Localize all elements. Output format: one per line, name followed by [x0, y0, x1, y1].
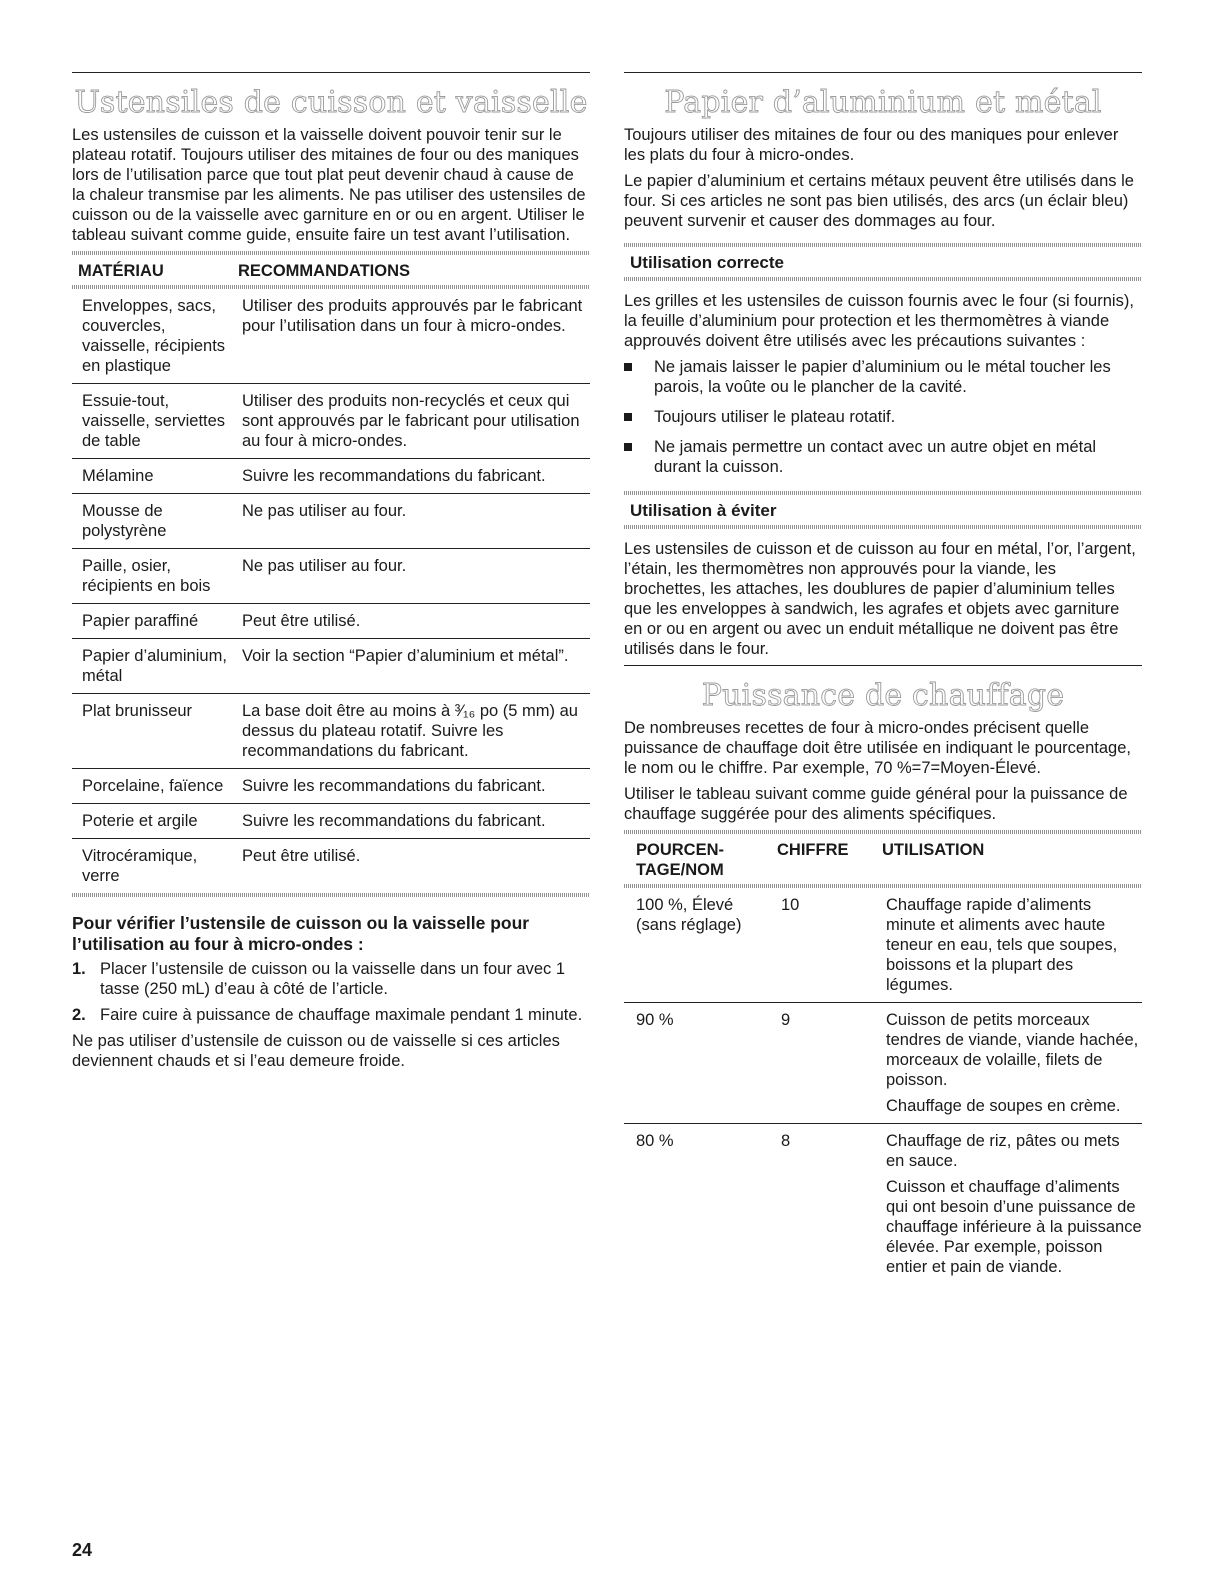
- hatch-rule: [72, 893, 590, 897]
- top-rule: [72, 72, 590, 73]
- table-row: 100 %, Élevé (sans réglage) 10 Chauffage rapide d’aliments minute et aliments avec haute teneur en eau, tels que soupes, boissons et la plupart des légumes.: [624, 888, 1142, 1003]
- hatch-rule: [624, 525, 1142, 529]
- table-row: Mélamine Suivre les recommandations du fabricant.: [72, 459, 590, 494]
- table-row: Porcelaine, faïence Suivre les recommandations du fabricant.: [72, 769, 590, 804]
- power-p2: Utiliser le tableau suivant comme guide général pour la puissance de chauffage suggérée pour des aliments spécifiques.: [624, 785, 1128, 823]
- bullet-square-icon: [624, 363, 632, 371]
- correct-use-heading: Utilisation correcte: [630, 253, 784, 272]
- header-material: MATÉRIAU: [78, 262, 164, 280]
- table-row: Paille, osier, récipients en bois Ne pas utiliser au four.: [72, 549, 590, 604]
- section-title-cookware: Ustensiles de cuisson et vaisselle: [74, 85, 588, 120]
- table-row: Vitrocéramique, verre Peut être utilisé.: [82, 847, 361, 885]
- header-recommendations: RECOMMANDATIONS: [238, 262, 411, 280]
- cookware-intro: Les ustensiles de cuisson et la vaisselle doivent pouvoir tenir sur le plateau rotatif. Toujours utiliser des mitaines de four ou des maniques lors de l’utilisation parce que tout plat peut devenir chaud à cause de la chaleur transmise par les aliments. Ne pas utiliser des ustensiles de cuisson ou de la vaisselle avec garniture en or ou en argent. Utiliser le tableau suivant comme guide, ensuite faire un test avant l’utilisation.: [72, 126, 586, 244]
- correct-use-bullets: [624, 357, 1142, 477]
- foil-p2: Le papier d’aluminium et certains métaux peuvent être utilisés dans le four. Si ces articles ne sont pas bien utilisés, des arcs (un éclair bleu) peuvent survenir et causer des dommages au four.: [624, 172, 1134, 230]
- header-usage: UTILISATION: [882, 841, 985, 859]
- hatch-rule: [624, 277, 1142, 281]
- list-item: 2. Faire cuire à puissance de chauffage maximale pendant 1 minute.: [72, 1006, 583, 1024]
- table-row: Plat brunisseur La base doit être au moins à ³⁄₁₆ po (5 mm) au dessus du plateau rotatif. Suivre les recommandations du fabricant.: [72, 694, 590, 769]
- table-row: Essuie-tout, vaisselle, serviettes de table Utiliser des produits non-recyclés et ceux qui sont approuvés par le fabricant pour utilisation au four à micro-ondes.: [72, 384, 590, 459]
- header-number: CHIFFRE: [777, 841, 849, 859]
- page-number: 24: [72, 1540, 93, 1560]
- avoid-use-heading: Utilisation à éviter: [630, 501, 777, 520]
- table-row: Mousse de polystyrène Ne pas utiliser au four.: [72, 494, 590, 549]
- hatch-rule: [624, 491, 1142, 495]
- left-column: [72, 72, 590, 1077]
- materials-table: [72, 255, 590, 893]
- top-rule: [624, 72, 1142, 73]
- correct-use-text: Les grilles et les ustensiles de cuisson fournis avec le four (si fournis), la feuille d’aluminium pour protection et les thermomètres à viande approuvés doivent être utilisés avec les précautions suivantes :: [624, 292, 1134, 350]
- section-title-power: Puissance de chauffage: [701, 678, 1065, 713]
- foil-p1: Toujours utiliser des mitaines de four ou des maniques pour enlever les plats du four à micro-ondes.: [624, 126, 1119, 164]
- section-rule: [624, 665, 1142, 666]
- power-levels-table: [624, 834, 1142, 1284]
- power-p1: De nombreuses recettes de four à micro-ondes précisent quelle puissance de chauffage doit être utilisée en indiquant le pourcentage, le nom ou le chiffre. Par exemple, 70 %=7=Moyen-Élevé.: [624, 719, 1131, 777]
- hatch-rule: [72, 251, 590, 255]
- table-row: 80 % 8 Chauffage de riz, pâtes ou mets en sauce. Cuisson et chauffage d’aliments qui ont besoin d’une puissance de chauffage inférieure à la puissance élevée. Par exemple, poisson entier et pain de viande.: [636, 1132, 1142, 1276]
- list-item: Toujours utiliser le plateau rotatif.: [624, 407, 1142, 427]
- list-item: 1. Placer l’ustensile de cuisson ou la vaisselle dans un four avec 1 tasse (250 mL) d’eau à côté de l’article.: [72, 960, 566, 998]
- table-row: Enveloppes, sacs, couvercles, vaisselle, récipients en plastique Utiliser des produits approuvés par le fabricant pour l’utilisation dans un four à micro-ondes.: [72, 289, 590, 384]
- table-row: Poterie et argile Suivre les recommandations du fabricant.: [72, 804, 590, 839]
- header-percentage: POURCEN-TAGE/NOM: [636, 841, 725, 879]
- bullet-square-icon: [624, 443, 632, 451]
- right-column: [624, 72, 1142, 1284]
- check-closing: Ne pas utiliser d’ustensile de cuisson ou de vaisselle si ces articles deviennent chauds et si l’eau demeure froide.: [72, 1032, 560, 1070]
- table-row: Papier d’aluminium, métal Voir la section “Papier d’aluminium et métal”.: [72, 639, 590, 694]
- check-steps: [72, 959, 590, 1025]
- table-row: Papier paraffiné Peut être utilisé.: [72, 604, 590, 639]
- hatch-rule: [624, 830, 1142, 834]
- table-row: 90 % 9 Cuisson de petits morceaux tendres de viande, viande hachée, morceaux de volaille, filets de poisson. Chauffage de soupes en crème.: [624, 1003, 1142, 1124]
- hatch-rule: [624, 243, 1142, 247]
- check-heading: Pour vérifier l’ustensile de cuisson ou la vaisselle pour l’utilisation au four à micro-ondes :: [72, 913, 530, 954]
- list-item: Ne jamais laisser le papier d’aluminium ou le métal toucher les parois, la voûte ou le plancher de la cavité.: [624, 357, 1142, 397]
- avoid-use-text: Les ustensiles de cuisson et de cuisson au four en métal, l’or, l’argent, l’étain, les thermomètres non approuvés pour la viande, les brochettes, les attaches, les doublures de papier d’aluminium telles que les enveloppes à sandwich, les agrafes et objets avec garniture en or ou en argent ou avec un enduit métallique ne doivent pas être utilisés dans le four.: [624, 540, 1136, 658]
- bullet-square-icon: [624, 413, 632, 421]
- section-title-foil: Papier d’aluminium et métal: [664, 85, 1102, 120]
- list-item: Ne jamais permettre un contact avec un autre objet en métal durant la cuisson.: [624, 437, 1142, 477]
